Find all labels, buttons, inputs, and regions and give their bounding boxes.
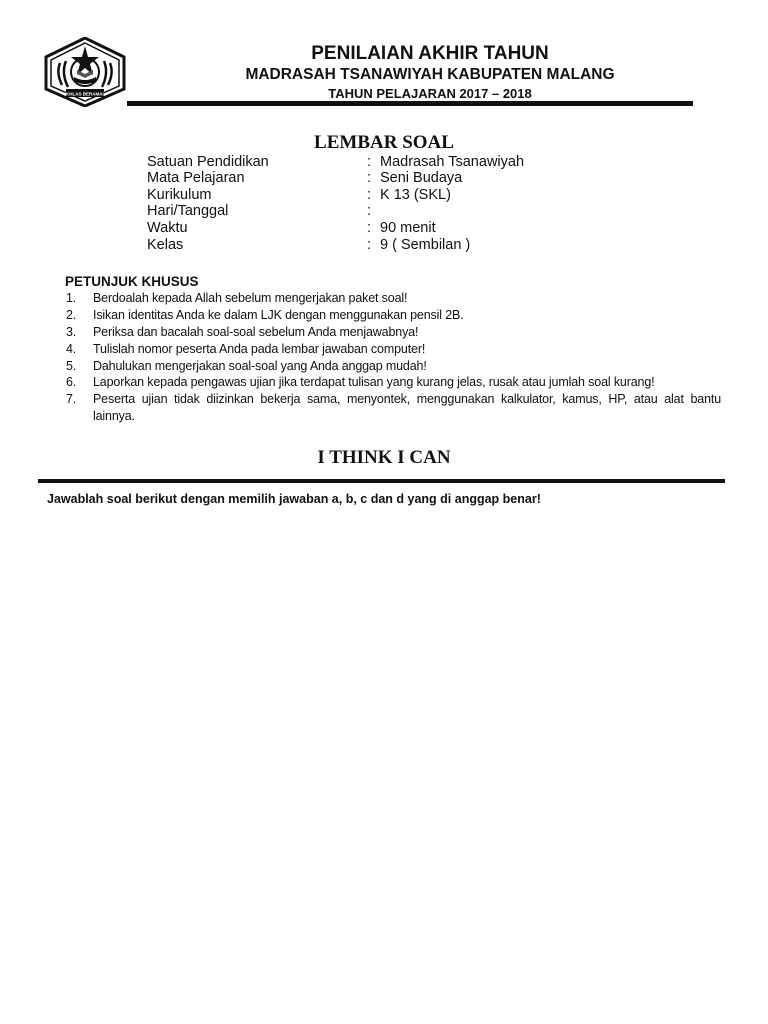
instruction-number: 1.	[66, 291, 77, 305]
info-label: Mata Pelajaran	[147, 170, 245, 186]
info-colon: :	[367, 187, 372, 203]
instruction-text: Periksa dan bacalah soal-soal sebelum Anda menjawabnya!	[93, 325, 419, 339]
info-label: Kurikulum	[147, 187, 212, 203]
instruction-number: 4.	[66, 342, 77, 356]
instruction-text: Peserta ujian tidak diizinkan bekerja sama, menyontek, menggunakan kalkulator, kamus, HP, atau alat bantu lainnya.	[93, 392, 721, 423]
exam-title: PENILAIAN AKHIR TAHUN	[311, 43, 549, 64]
info-colon: :	[367, 203, 372, 219]
instructions-heading: PETUNJUK KHUSUS	[65, 274, 199, 289]
instruction-item	[66, 374, 721, 391]
instruction-item	[66, 307, 721, 324]
instruction-text: Tulislah nomor peserta Anda pada lembar jawaban computer!	[93, 342, 426, 356]
info-value: 90 menit	[380, 220, 436, 236]
info-colon: :	[367, 170, 372, 186]
instruction-text: Laporkan kepada pengawas ujian jika terdapat tulisan yang kurang jelas, rusak atau jumlah soal kurang!	[93, 375, 655, 389]
sheet-title: LEMBAR SOAL	[314, 132, 454, 153]
info-label: Hari/Tanggal	[147, 203, 229, 219]
info-label: Satuan Pendidikan	[147, 154, 269, 170]
kemenag-emblem-icon	[44, 37, 126, 107]
info-label: Kelas	[147, 237, 184, 253]
instruction-item	[66, 341, 721, 358]
info-colon: :	[367, 154, 372, 170]
instruction-number: 7.	[66, 392, 77, 406]
instruction-item	[66, 290, 721, 307]
instruction-item	[66, 324, 721, 341]
info-value: 9 ( Sembilan )	[380, 237, 471, 253]
instruction-text: Berdoalah kepada Allah sebelum mengerjakan paket soal!	[93, 291, 408, 305]
instruction-item	[66, 358, 721, 375]
info-label: Waktu	[147, 220, 188, 236]
academic-year: TAHUN PELAJARAN 2017 – 2018	[328, 86, 532, 101]
instruction-number: 3.	[66, 325, 77, 339]
info-colon: :	[367, 220, 372, 236]
info-value: Madrasah Tsanawiyah	[380, 154, 525, 170]
school-name: MADRASAH TSANAWIYAH KABUPATEN MALANG	[245, 66, 615, 83]
info-value: K 13 (SKL)	[380, 187, 451, 203]
section-divider	[38, 479, 725, 483]
instruction-item	[66, 391, 721, 425]
instruction-number: 5.	[66, 359, 77, 373]
instruction-text: Dahulukan mengerjakan soal-soal yang Anda anggap mudah!	[93, 359, 427, 373]
header-divider	[127, 101, 693, 106]
instruction-text: Isikan identitas Anda ke dalam LJK dengan menggunakan pensil 2B.	[93, 308, 464, 322]
instruction-number: 6.	[66, 375, 77, 389]
motto: I THINK I CAN	[317, 447, 451, 468]
answer-direction: Jawablah soal berikut dengan memilih jawaban a, b, c dan d yang di anggap benar!	[47, 492, 541, 506]
info-value: Seni Budaya	[380, 170, 463, 186]
info-colon: :	[367, 237, 372, 253]
logo-text: IKHLAS BERAMAL	[64, 91, 106, 97]
instruction-number: 2.	[66, 308, 77, 322]
